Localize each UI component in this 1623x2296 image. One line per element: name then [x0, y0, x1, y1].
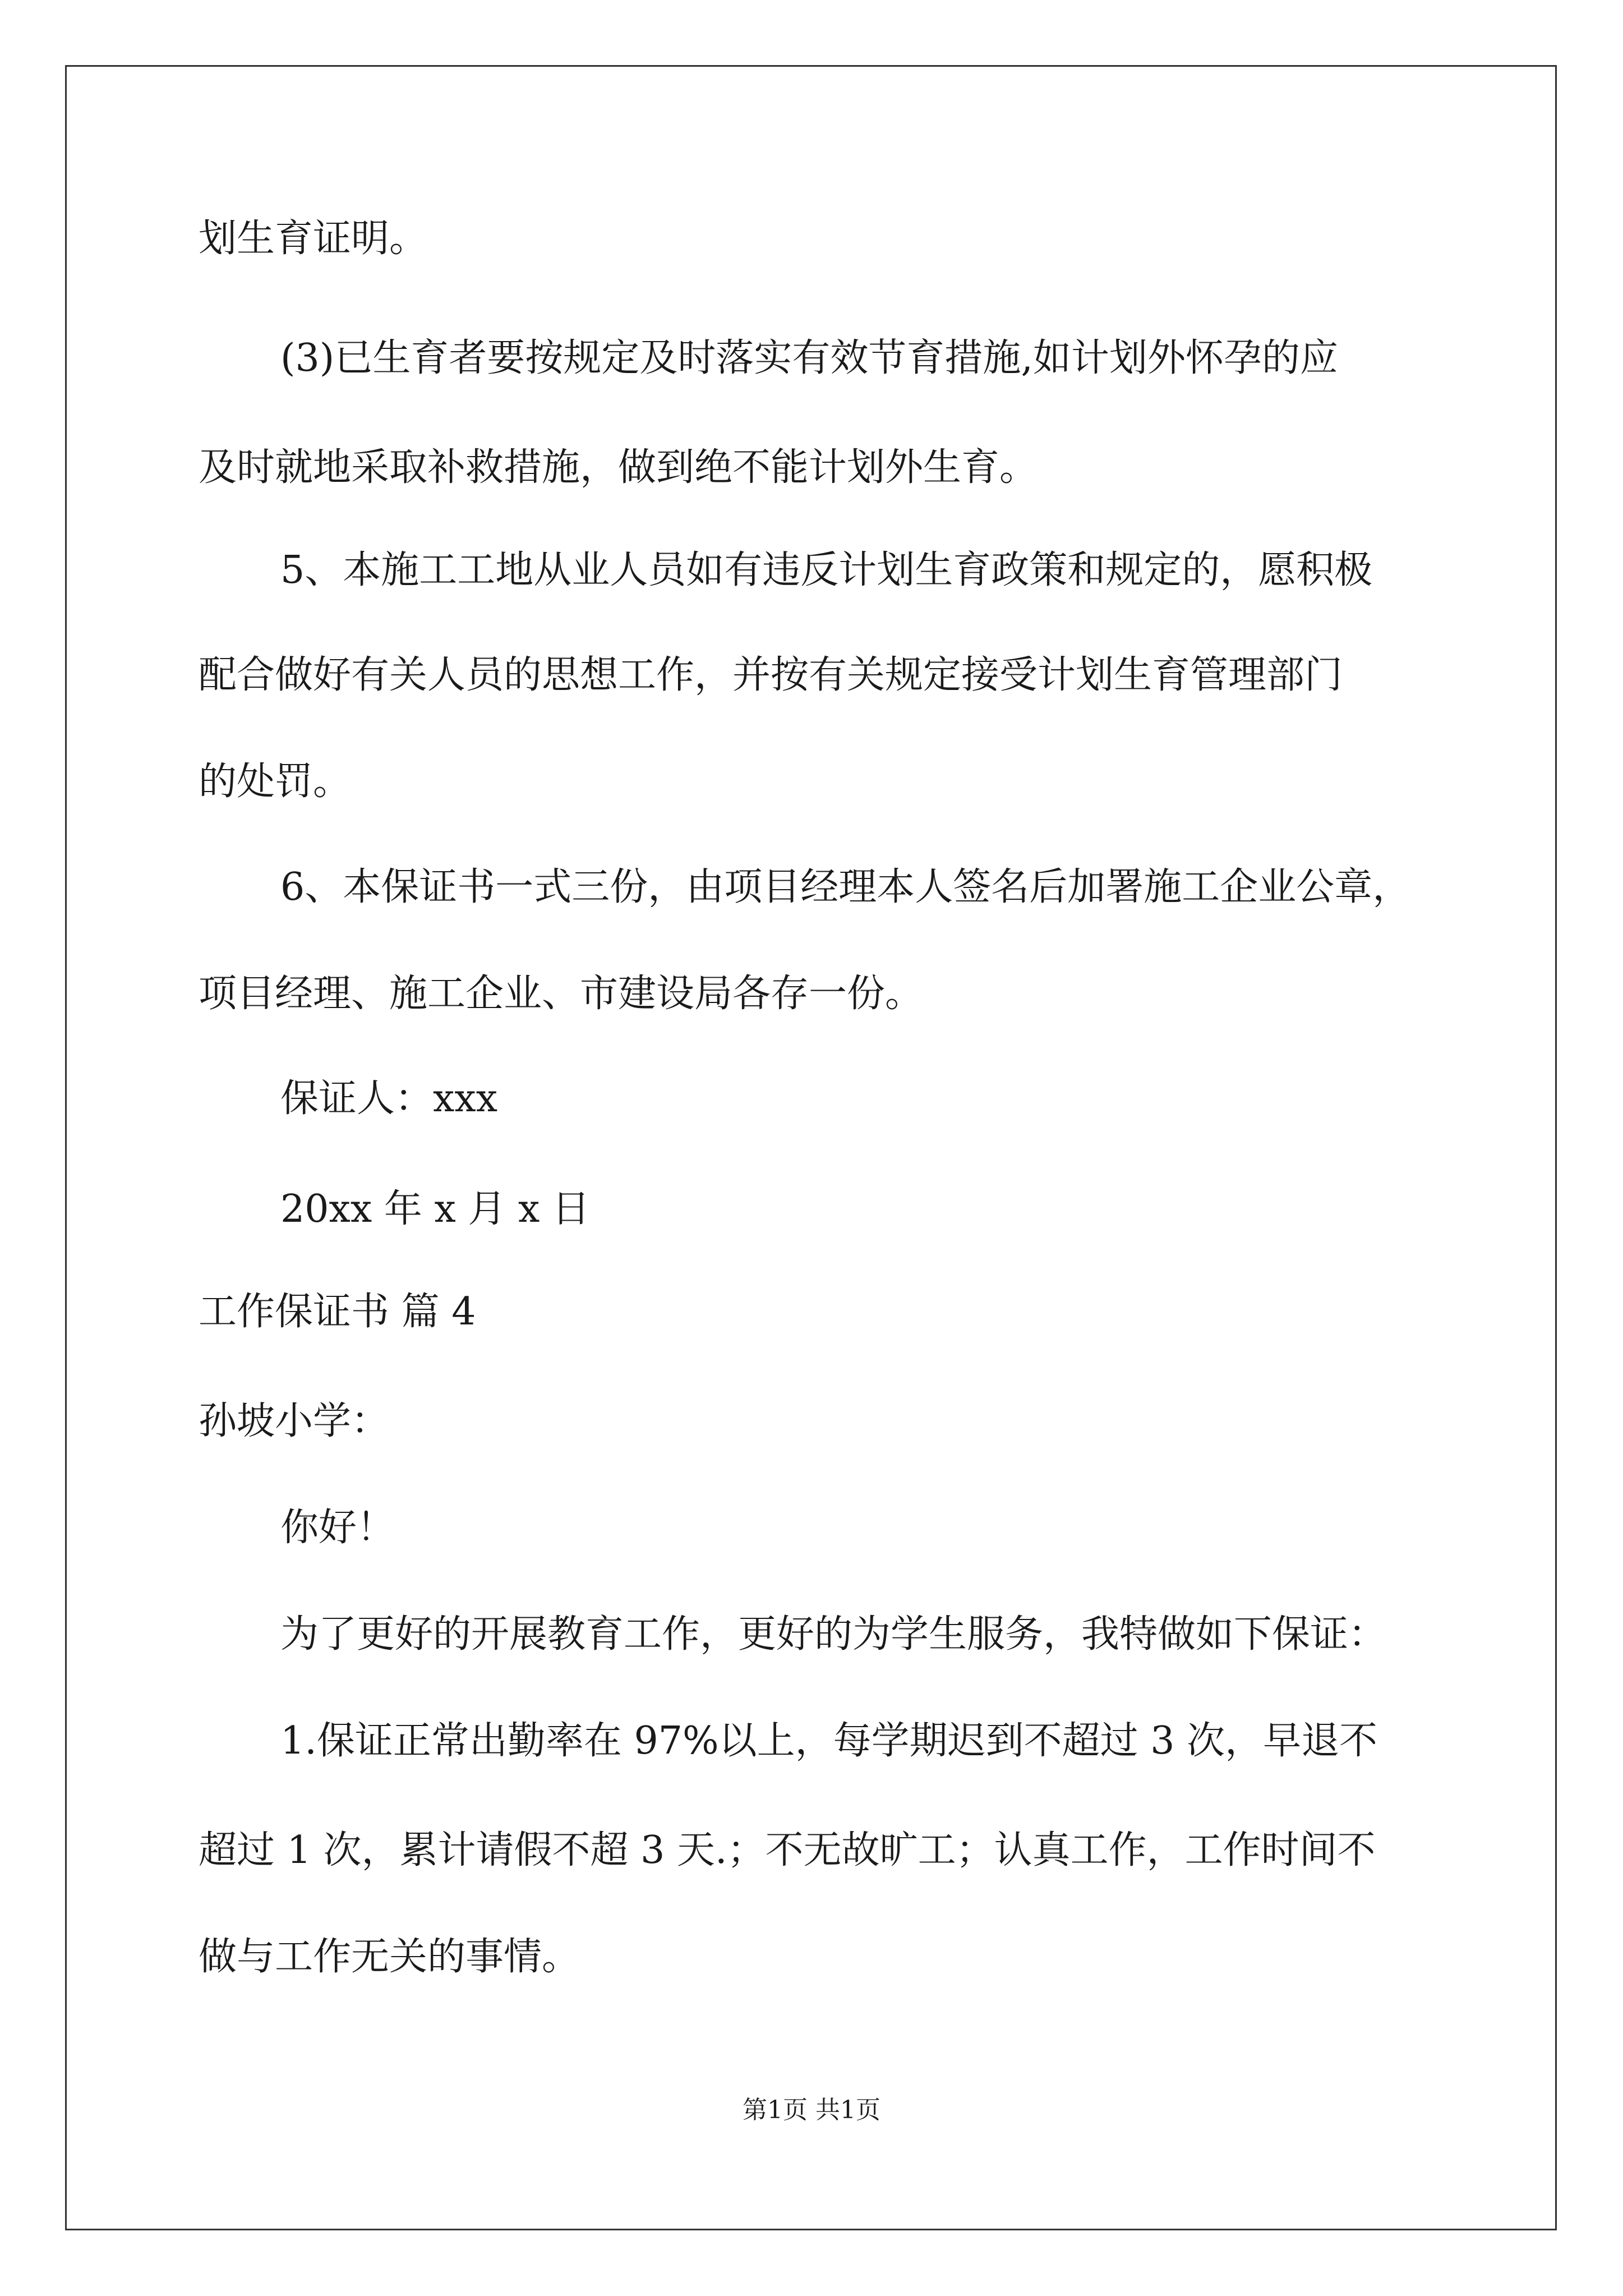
text-line-1: 划生育证明。: [199, 217, 428, 261]
guarantor-line: 保证人：xxx: [280, 1076, 498, 1121]
text-line-7: 6、本保证书一式三份，由项目经理本人签名后加署施工企业公章，: [280, 865, 1411, 909]
text-line-4: 5、本施工工地从业人员如有违反计划生育政策和规定的，愿积极: [280, 548, 1373, 592]
text-line-14: 为了更好的开展教育工作，更好的为学生服务，我特做如下保证：: [280, 1612, 1387, 1657]
addressee-line: 孙坡小学：: [199, 1399, 390, 1443]
page-border: [65, 65, 1557, 2230]
text-line-16: 超过 1 次，累计请假不超 3 天.；不无故旷工；认真工作，工作时间不: [199, 1828, 1376, 1872]
text-line-17: 做与工作无关的事情。: [199, 1935, 580, 1979]
date-line: 20xx 年 x 月 x 日: [280, 1187, 591, 1231]
greeting-line: 你好！: [280, 1506, 395, 1550]
section-heading: 工作保证书 篇 4: [199, 1290, 476, 1334]
text-line-2: (3)已生育者要按规定及时落实有效节育措施,如计划外怀孕的应: [280, 336, 1338, 380]
text-line-15: 1.保证正常出勤率在 97%以上，每学期迟到不超过 3 次，早退不: [280, 1719, 1378, 1763]
text-line-6: 的处罚。: [199, 760, 352, 804]
page-footer: 第1页 共1页: [743, 2096, 880, 2124]
text-line-5: 配合做好有关人员的思想工作，并按有关规定接受计划生育管理部门: [199, 653, 1343, 697]
text-line-8: 项目经理、施工企业、市建设局各存一份。: [199, 972, 924, 1016]
text-line-3: 及时就地采取补救措施，做到绝不能计划外生育。: [199, 445, 1038, 490]
